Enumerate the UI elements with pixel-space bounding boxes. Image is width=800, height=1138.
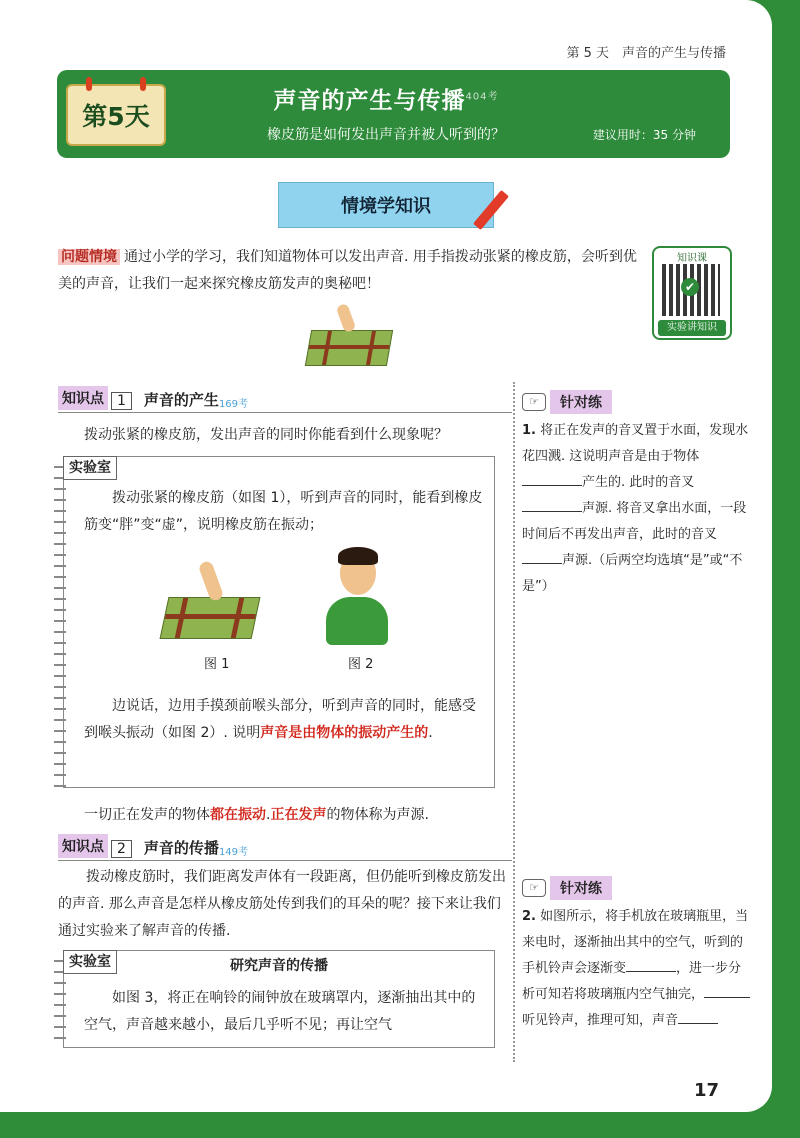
kp1-summary	[84, 802, 514, 829]
kp-number: 2	[111, 840, 132, 858]
exercise-text: 如图所示，将手机放在玻璃瓶里，当来电时，逐渐抽出其中的空气，听到的手机铃声会逐渐变	[522, 909, 749, 976]
lab-paragraph-2	[84, 693, 484, 747]
divider-line	[58, 860, 512, 861]
exercise-text: 将正在发声的音叉置于水面，发现水花四溅. 这说明声音是由于物体	[522, 423, 749, 464]
kp-title: 声音的产生	[143, 391, 219, 409]
lab-title: 研究声音的传播	[230, 958, 328, 974]
divider-line	[58, 412, 512, 413]
kp-title: 声音的传播	[143, 839, 219, 857]
kp-tag: 知识点	[58, 386, 108, 410]
figure-2-caption: 图 2	[348, 657, 374, 672]
exercise-number: 1.	[522, 423, 536, 438]
qr-bottom-label: 实验讲知识	[658, 320, 726, 336]
lab-p2-text: 边说话，边用手摸颈前喉头部分，听到声音的同时，能感受到喉头振动（如图 2）. 说明	[84, 698, 476, 741]
summary-text-b: .	[266, 807, 271, 823]
intro-tag: 问题情境	[58, 249, 120, 265]
figure-1-caption: 图 1	[204, 657, 230, 672]
pointing-hand-icon: ☞	[522, 879, 546, 897]
summary-text-a: 一切正在发声的物体	[84, 807, 210, 823]
rubber-band-box-illustration	[305, 330, 393, 366]
page-title	[0, 82, 772, 115]
exercise-2	[522, 904, 752, 1034]
exercise-text: ，进一步分析可知若将玻璃瓶内空气抽完，	[522, 961, 742, 1002]
practice-label: 针对练	[550, 390, 612, 414]
exercise-text: 听见铃声，推理可知，声音	[522, 1013, 679, 1028]
figure-1-image	[160, 597, 261, 639]
finger-icon	[198, 560, 225, 602]
lab-box-2	[63, 950, 495, 1048]
answer-blank[interactable]	[704, 997, 750, 998]
lab-tag: 实验室	[63, 456, 117, 480]
section-heading: 情境学知识	[278, 182, 494, 228]
answer-blank[interactable]	[626, 971, 676, 972]
day-badge-label: 第5天	[82, 102, 150, 131]
kp-sup: 169考	[218, 399, 249, 410]
intro-paragraph	[58, 244, 640, 298]
lab-box-1	[63, 456, 495, 788]
answer-blank[interactable]	[678, 1023, 718, 1024]
exercise-text: 声源.（后两空均选填“是”或“不是”）	[522, 553, 743, 594]
exercise-number: 2.	[522, 909, 536, 924]
finger-icon	[336, 303, 357, 333]
practice-1-heading	[522, 390, 612, 414]
knowledge-point-2-heading	[58, 834, 248, 858]
column-divider	[513, 382, 515, 1062]
title-sup: 404考	[465, 91, 499, 103]
pointing-hand-icon: ☞	[522, 393, 546, 411]
qr-code-box[interactable]	[652, 246, 732, 340]
kp2-text: 拨动橡皮筋时，我们距离发声体有一段距离，但仍能听到橡皮筋发出的声音. 那么声音是怎样从橡皮筋处传到我们的耳朵的呢？接下来让我们通过实验来了解声音的传播.	[58, 869, 506, 939]
answer-blank[interactable]	[522, 563, 562, 564]
running-header: 第 5 天 声音的产生与传播	[566, 46, 726, 61]
exercise-1	[522, 418, 752, 600]
answer-blank[interactable]	[522, 511, 582, 512]
lab-tag: 实验室	[63, 950, 117, 974]
summary-highlight-1: 都在振动	[210, 807, 266, 823]
practice-label: 针对练	[550, 876, 612, 900]
title-text: 声音的产生与传播	[273, 88, 466, 114]
lab-p2-highlight: 声音是由物体的振动产生的	[260, 725, 429, 741]
spiral-binding-icon	[54, 457, 66, 787]
exercise-text: 产生的. 此时的音叉	[582, 475, 695, 490]
lab-paragraph-1: 拨动张紧的橡皮筋（如图 1），听到声音的同时，能看到橡皮筋变“胖”变“虚”，说明橡皮筋在振动；	[84, 490, 483, 533]
kp-tag: 知识点	[58, 834, 108, 858]
suggested-time: 建议用时：35 分钟	[592, 128, 696, 142]
practice-2-heading	[522, 876, 612, 900]
intro-text: 通过小学的学习，我们知道物体可以发出声音. 用手指拨动张紧的橡皮筋，会听到优美的声音，让我们一起来探究橡皮筋发声的奥秘吧！	[58, 249, 637, 292]
person-hair-icon	[338, 547, 378, 565]
page-subtitle: 橡皮筋是如何发出声音并被人听到的？	[267, 127, 505, 143]
kp-sup: 149考	[218, 847, 249, 858]
lab-p2-end: .	[428, 725, 433, 741]
answer-blank[interactable]	[522, 485, 582, 486]
figure-2-image	[326, 597, 388, 645]
kp1-question: 拨动张紧的橡皮筋，发出声音的同时你能看到什么现象呢？	[84, 427, 448, 443]
check-icon: ✔	[681, 278, 699, 296]
page-number: 17	[694, 1080, 720, 1101]
summary-text-c: 的物体称为声源.	[326, 807, 429, 823]
qr-top-label: 知识课	[677, 253, 707, 264]
lab-2-text: 如图 3，将正在响铃的闹钟放在玻璃罩内，逐渐抽出其中的空气，声音越来越小，最后几乎听不见；再让空气	[84, 990, 476, 1033]
exercise-text: 声源. 将音叉拿出水面，一段时间后不再发出声音，此时的音叉	[522, 501, 747, 542]
kp-number: 1	[111, 392, 132, 410]
summary-highlight-2: 正在发声	[270, 807, 327, 823]
knowledge-point-1-heading	[58, 386, 248, 410]
